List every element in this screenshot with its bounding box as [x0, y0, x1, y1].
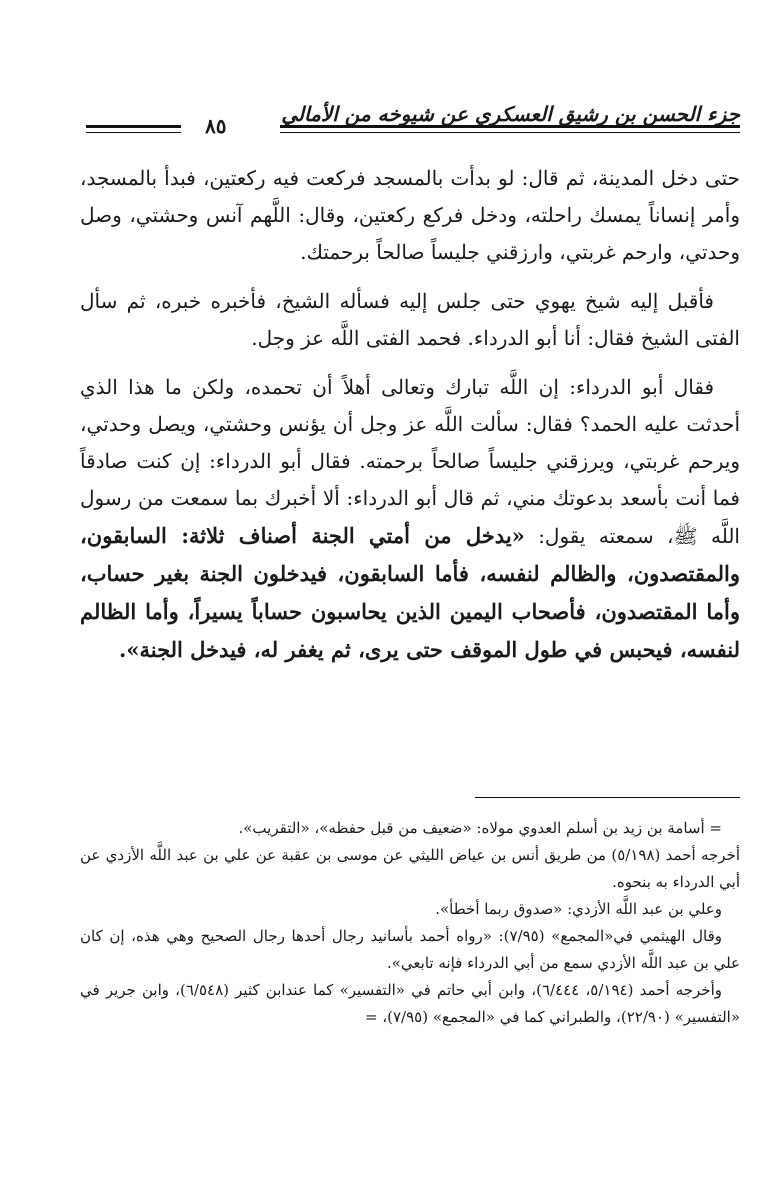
header-rule-left	[86, 125, 181, 133]
footnote-4: وقال الهيثمي في«المجمع» (٧/٩٥): «رواه أحمد بأسانيد رجال أحدها رجال الصحيح وهي هذه، إن كان علي بن عبد اللَّه الأزدي سمع من أبي الدرداء فإنه تابعي».	[80, 927, 740, 972]
footnote-separator	[475, 797, 740, 798]
paragraph-3-text: فقال أبو الدرداء: إن اللَّه تبارك وتعالى أهلاً أن تحمده، ولكن ما هذا الذي أحدثت عليه الحمد؟ فقال: سألت اللَّه عز وجل أن يؤنس وحشتي، ويصل وحدتي، ويرحم غربتي، ويرزقني جليساً صالحاً برحمته. فقال أبو الدرداء: إن كنت صادقاً فما أنت بأسعد بدعوتك مني، ثم قال أبو الدرداء: ألا أخبرك بما سمعت من رسول اللَّه ﷺ، سمعته يقول:	[80, 375, 740, 548]
footnote-2: أخرجه أحمد (٥/١٩٨) من طريق أنس بن عياض الليثي عن موسى بن عقبة عن علي بن عبد اللَّه الأزدي عن أبي الدرداء به بنحوه.	[80, 846, 740, 891]
footnotes	[80, 815, 740, 1031]
page-header	[80, 100, 740, 138]
paragraph-1: حتى دخل المدينة، ثم قال: لو بدأت بالمسجد فركعت فيه ركعتين، فبدأ بالمسجد، وأمر إنساناً يمسك راحلته، ودخل فركع ركعتين، وقال: اللَّهم آنس وحشتي، وصل وحدتي، وارحم غربتي، وارزقني جليساً صالحاً برحمتك.	[80, 166, 740, 264]
hadith-quote: «يدخل من أمتي الجنة أصناف ثلاثة: السابقون، والمقتصدون، والظالم لنفسه، فأما السابقون، فيدخلون الجنة بغير حساب، وأما المقتصدون، فأصحاب اليمين الذين يحاسبون حساباً يسيراً، وأما الظالم لنفسه، فيحبس في طول الموقف حتى يرى، ثم يغفر له، فيدخل الجنة».	[80, 523, 740, 662]
header-rule-right	[280, 125, 740, 133]
main-text	[80, 160, 740, 681]
footnote-1: = أسامة بن زيد بن أسلم العدوي مولاه: «ضعيف من قبل حفظه»، «التقريب».	[238, 819, 722, 837]
paragraph-2: فأقبل إليه شيخ يهوي حتى جلس إليه فسأله الشيخ، فأخبره خبره، ثم سأل الفتى الشيخ فقال: أنا أبو الدرداء. فحمد الفتى اللَّه عز وجل.	[80, 289, 740, 350]
footnote-5: وأخرجه أحمد (٥/١٩٤، ٦/٤٤٤)، وابن أبي حاتم في «التفسير» كما عندابن كثير (٦/٥٤٨)، وابن جرير في «التفسير» (٢٢/٩٠)، والطبراني كما في «المجمع» (٧/٩٥)، =	[80, 981, 740, 1026]
page-number: ٨٥	[205, 114, 227, 138]
running-title: جزء الحسن بن رشيق العسكري عن شيوخه من الأمالي	[281, 102, 740, 126]
paragraph-3	[80, 369, 740, 669]
footnote-3: وعلي بن عبد اللَّه الأزدي: «صدوق ربما أخطأ».	[435, 900, 722, 918]
